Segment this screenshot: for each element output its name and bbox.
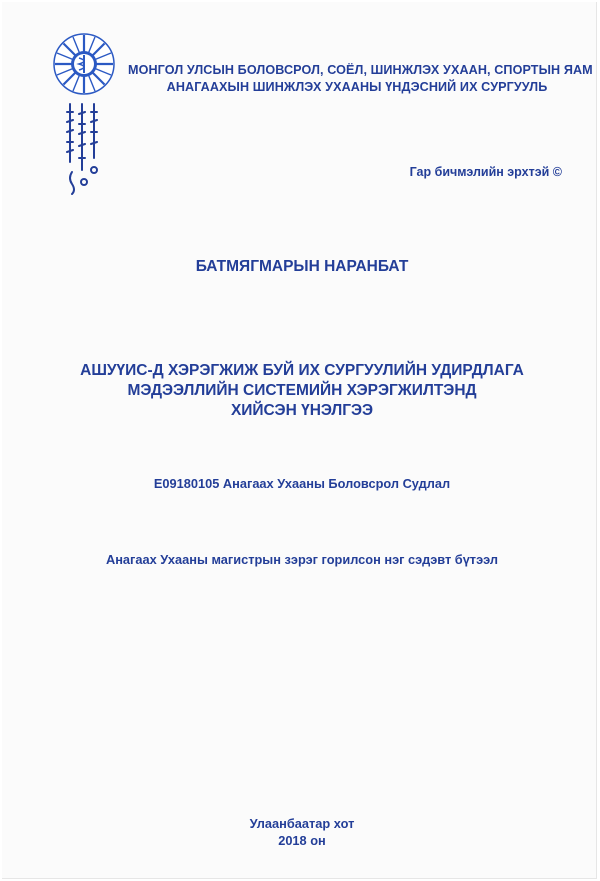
ministry-name: МОНГОЛ УЛСЫН БОЛОВСРОЛ, СОЁЛ, ШИНЖЛЭХ УХААН, СПОРТЫН ЯАМ [128,63,593,77]
university-name: АНАГААХЫН ШИНЖЛЭХ УХААНЫ ҮНДЭСНИЙ ИХ СУРГУУЛЬ [166,80,548,94]
university-emblem-icon [52,32,116,96]
mongolian-script-icon [64,100,100,196]
place-and-date [2,815,600,849]
thesis-title-line: МЭДЭЭЛЛИЙН СИСТЕМИЙН ХЭРЭГЖИЛТЭНД [127,382,477,399]
thesis-title-line: АШУҮИС-Д ХЭРЭГЖИЖ БУЙ ИХ СУРГУУЛИЙН УДИРДЛАГА [80,362,524,379]
year: 2018 он [278,833,326,848]
author-name: БАТМЯГМАРЫН НАРАНБАТ [195,258,409,275]
thesis-title [2,361,600,421]
copyright-note: Гар бичмэлийн эрхтэй © [409,165,562,179]
thesis-title-line: ХИЙСЭН ҮНЭЛГЭЭ [230,402,374,419]
degree-statement: Анагаах Ухааны магистрын зэрэг горилсон нэг сэдэвт бүтээл [105,552,499,567]
document-page [2,2,597,879]
city: Улаанбаатар хот [249,816,355,831]
specialty-code: E09180105 Анагаах Ухааны Боловсрол Судлал [153,476,451,491]
institution-header [128,62,593,96]
